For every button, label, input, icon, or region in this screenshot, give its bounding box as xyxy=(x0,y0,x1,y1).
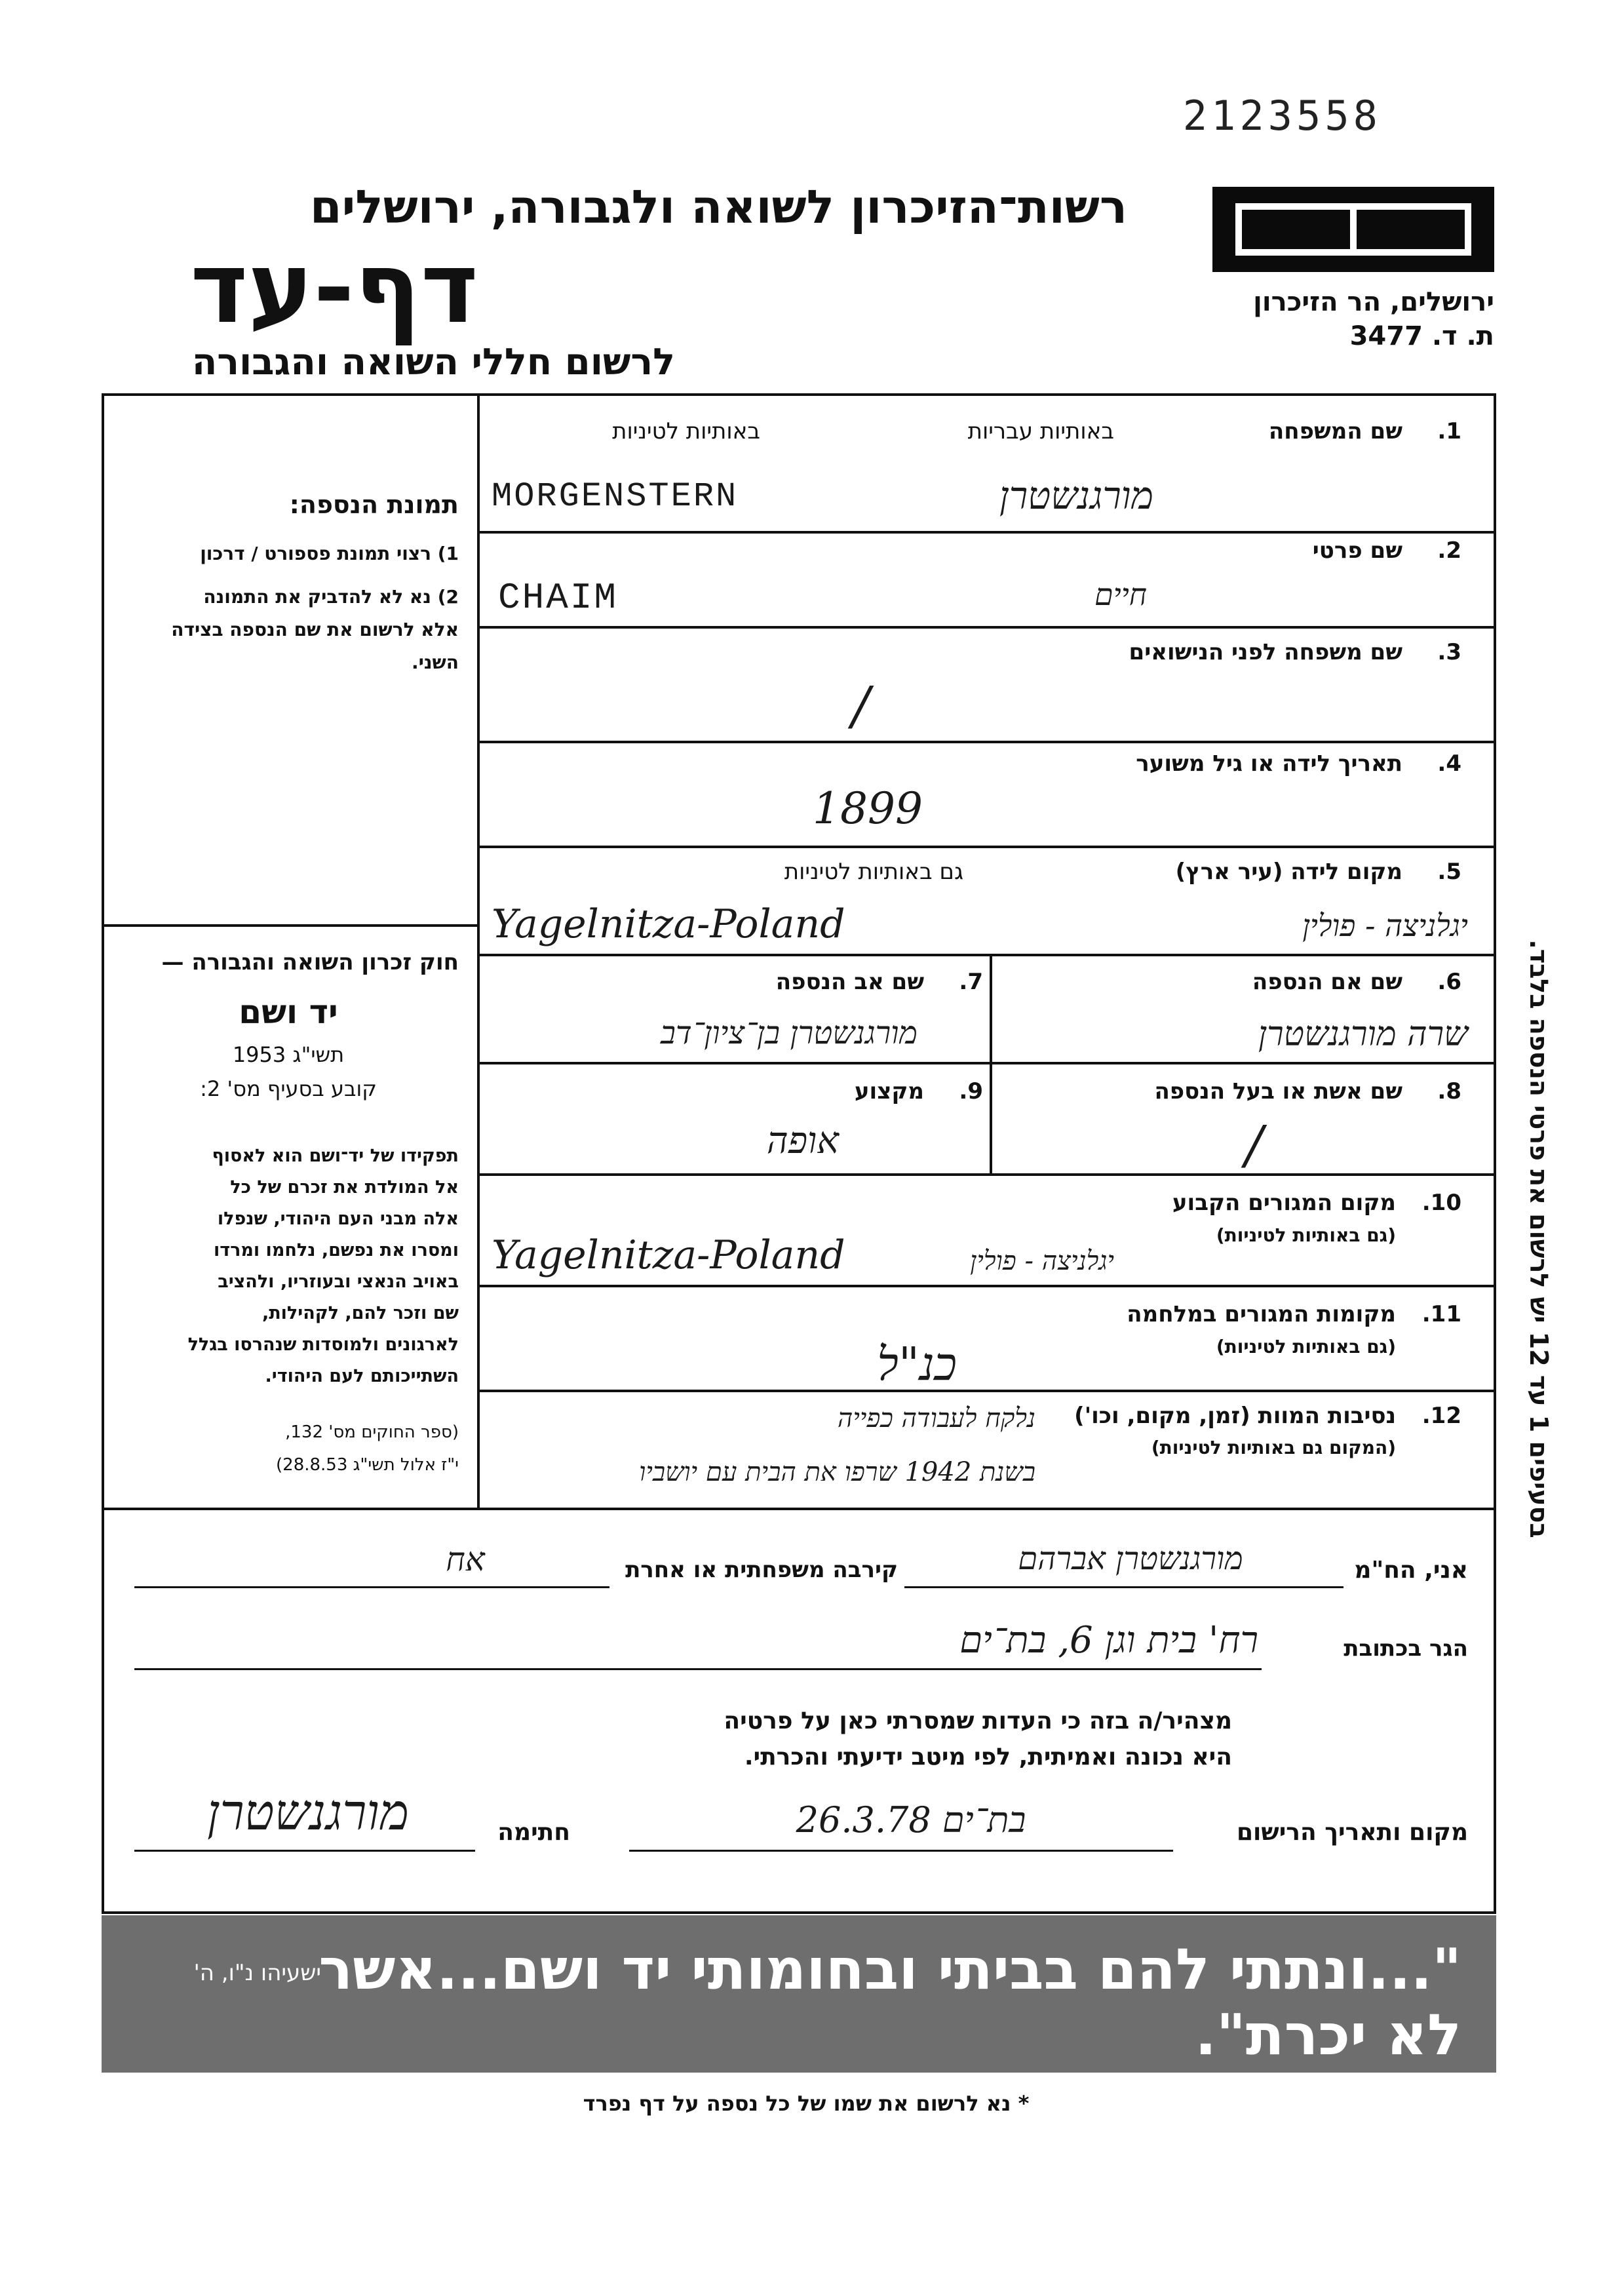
place-date-line xyxy=(629,1850,1173,1852)
field-10-number: 10. xyxy=(1421,1190,1461,1216)
field-12-number: 12. xyxy=(1421,1403,1461,1429)
row-separator xyxy=(477,1390,1496,1392)
field-2-label: שם פרטי xyxy=(1312,537,1402,564)
law-body-line: תפקידו של יד־ושם הוא לאסוף xyxy=(212,1146,459,1166)
address-value[interactable]: רח' בית וגן 6, בת־ים xyxy=(959,1619,1258,1662)
field-2-number: 2. xyxy=(1437,537,1461,564)
row-separator xyxy=(477,741,1496,743)
field-11-sublabel: (גם באותיות לטיניות) xyxy=(1216,1336,1396,1357)
field-3-label: שם משפחה לפני הנישואים xyxy=(1129,639,1402,665)
field-1-value-latin[interactable]: MORGENSTERN xyxy=(492,477,739,516)
yad-vashem-logo-mark xyxy=(1212,187,1494,272)
law-body-line: ומסרו את נפשם, נלחמו ומרדו xyxy=(213,1240,459,1260)
field-1-number: 1. xyxy=(1437,418,1461,444)
row-separator xyxy=(477,954,1496,956)
law-body-line: שם וזכר להם, לקהילות, xyxy=(261,1303,459,1323)
law-logo: יד ושם xyxy=(239,993,338,1031)
band-quote-source: ישעיהו נ"ו, ה' xyxy=(193,1960,321,1986)
signature-label: חתימה xyxy=(497,1819,570,1846)
declaration-separator xyxy=(102,1508,1496,1510)
field-12-sublabel: (המקום גם באותיות לטיניות) xyxy=(1151,1437,1396,1458)
field-10-value-latin[interactable]: Yagelnitza-Poland xyxy=(492,1232,845,1278)
field-9-label: מקצוע xyxy=(854,1078,924,1104)
declarant-line xyxy=(904,1586,1344,1588)
statement-line-2: היא נכונה ואמיתית, לפי מיטב ידיעתי והכרתי. xyxy=(744,1744,1232,1770)
field-11-value[interactable]: כנ"ל xyxy=(877,1337,957,1391)
field-11-label: מקומות המגורים במלחמה xyxy=(1127,1301,1396,1327)
field-7-value[interactable]: מורגנשטרן בן־ציון־דב xyxy=(660,1015,918,1051)
law-body-line: לארגונים ולמוסדות שנהרסו בגלל xyxy=(187,1335,459,1355)
row-split-divider xyxy=(990,954,992,1173)
law-citation-2: י"ז אלול תשי"ג 28.8.53) xyxy=(276,1455,459,1475)
row-separator xyxy=(477,1173,1496,1176)
statement-line-1: מצהיר/ה בזה כי העדות שמסרתי כאן על פרטיה xyxy=(724,1707,1232,1734)
law-heading: חוק זכרון השואה והגבורה — xyxy=(161,949,459,975)
relation-value[interactable]: אח xyxy=(446,1540,485,1578)
page-title: דף-עד xyxy=(190,231,478,345)
field-7-number: 7. xyxy=(959,969,983,995)
left-column-separator xyxy=(102,924,478,927)
field-9-number: 9. xyxy=(959,1078,983,1104)
field-1-label: שם המשפחה xyxy=(1268,418,1402,444)
photo-heading: תמונת הנספה: xyxy=(289,490,459,519)
field-5-value-latin[interactable]: Yagelnitza-Poland xyxy=(492,901,845,947)
field-11-number: 11. xyxy=(1421,1301,1461,1327)
field-6-number: 6. xyxy=(1437,969,1461,995)
page-subtitle: לרשום חללי השואה והגבורה xyxy=(191,341,675,383)
field-12-value-line-2[interactable]: בשנת 1942 שרפו את הבית עם יושביו xyxy=(639,1457,1035,1487)
field-8-value[interactable]: / xyxy=(1245,1114,1263,1175)
field-10-label: מקום המגורים הקבוע xyxy=(1172,1190,1396,1216)
field-4-number: 4. xyxy=(1437,751,1461,777)
row-separator xyxy=(477,626,1496,629)
field-5-number: 5. xyxy=(1437,859,1461,885)
field-5-latin-col: גם באותיות לטיניות xyxy=(784,859,963,885)
address-label: הגר בכתובת xyxy=(1344,1635,1468,1662)
row-separator xyxy=(477,1285,1496,1287)
field-6-value[interactable]: שרה מורגנשטרן xyxy=(1258,1015,1468,1054)
address-line xyxy=(134,1668,1262,1670)
law-section: קובע בסעיף מס' 2: xyxy=(200,1076,377,1101)
field-12-label: נסיבות המוות (זמן, מקום, וכו') xyxy=(1074,1403,1396,1429)
yad-vashem-logo xyxy=(1212,187,1494,272)
photo-note-2-line-2: אלא לרשום את שם הנספה בצידה xyxy=(171,619,459,640)
field-5-label: מקום לידה (עיר ארץ) xyxy=(1175,859,1402,885)
law-citation-1: (ספר החוקים מס' 132, xyxy=(285,1422,459,1442)
serial-number: 2123558 xyxy=(1182,92,1382,140)
side-note xyxy=(1507,754,1560,1724)
field-1-hebrew-col: באותיות עבריות xyxy=(967,418,1114,444)
law-body-line: באויב הנאצי ובעוזריו, ולהציב xyxy=(218,1272,459,1292)
footnote: * נא לרשום את שמו של כל נספה על דף נפרד xyxy=(583,2091,1030,2116)
field-12-value-line-1[interactable]: נלקח לעבודה כפייה xyxy=(837,1403,1035,1434)
field-9-value[interactable]: אופה xyxy=(766,1120,839,1162)
row-separator xyxy=(477,531,1496,534)
side-note-text: בסעיפים 1 עד 12 יש לרשום את פרטי הנספה בלבד. xyxy=(1524,939,1553,1538)
row-separator xyxy=(477,846,1496,848)
field-7-label: שם אב הנספה xyxy=(775,969,924,995)
location-line-1: ירושלים, הר הזיכרון xyxy=(1253,287,1494,317)
declarant-value[interactable]: מורגנשטרן אברהם xyxy=(1018,1540,1243,1577)
left-column-divider xyxy=(477,393,480,1508)
law-body-line: אלה מבני העם היהודי, שנפלו xyxy=(217,1209,459,1229)
field-8-number: 8. xyxy=(1437,1078,1461,1104)
field-5-value-hebrew[interactable]: יגלניצה - פולין xyxy=(1302,908,1468,943)
field-3-number: 3. xyxy=(1437,639,1461,665)
field-4-value[interactable]: 1899 xyxy=(813,783,923,834)
photo-note-1: 1) רצוי תמונת פספורט / דרכון xyxy=(200,543,459,564)
authority-name: רשות־הזיכרון לשואה ולגבורה, ירושלים xyxy=(309,180,1127,234)
signature-value[interactable]: מורגנשטרן xyxy=(206,1783,410,1841)
field-10-sublabel: (גם באותיות לטיניות) xyxy=(1216,1224,1396,1246)
field-2-value-hebrew[interactable]: חיים xyxy=(1094,577,1147,612)
row-separator xyxy=(477,1062,1496,1064)
photo-note-2-line-3: השני. xyxy=(411,652,459,673)
law-body-line: השתייכותם לעם היהודי. xyxy=(265,1366,459,1386)
field-10-value-hebrew[interactable]: יגלניצה - פולין xyxy=(970,1246,1114,1276)
field-1-value-hebrew[interactable]: מורגנשטרן xyxy=(999,473,1153,518)
field-2-value-latin[interactable]: CHAIM xyxy=(498,577,619,619)
photo-note-2-line-1: 2) נא לא להדביק את התמונה xyxy=(203,586,459,608)
law-body-line: אל המולדת את זכרם של כל xyxy=(230,1177,459,1198)
field-6-label: שם אם הנספה xyxy=(1252,969,1402,995)
law-year: תשי"ג 1953 xyxy=(232,1042,345,1067)
declarant-label: אני, הח"מ xyxy=(1354,1557,1468,1584)
relation-line xyxy=(134,1586,609,1588)
field-3-value[interactable]: / xyxy=(852,675,870,736)
location-line-2: ת. ד. 3477 xyxy=(1349,321,1494,351)
relation-label: קירבה משפחתית או אחרת xyxy=(625,1557,898,1583)
signature-line xyxy=(134,1850,475,1852)
field-8-label: שם אשת או בעל הנספה xyxy=(1154,1078,1402,1104)
band-quote: "...ונתתי להם בביתי ובחומותי יד ושם...אשר לא יכרת". xyxy=(319,1937,1461,2068)
field-4-label: תאריך לידה או גיל משוער xyxy=(1136,751,1402,777)
place-date-value[interactable]: בת־ים 26.3.78 xyxy=(796,1799,1026,1841)
field-1-latin-col: באותיות לטיניות xyxy=(612,418,760,444)
place-date-label: מקום ותאריך הרישום xyxy=(1236,1819,1468,1846)
